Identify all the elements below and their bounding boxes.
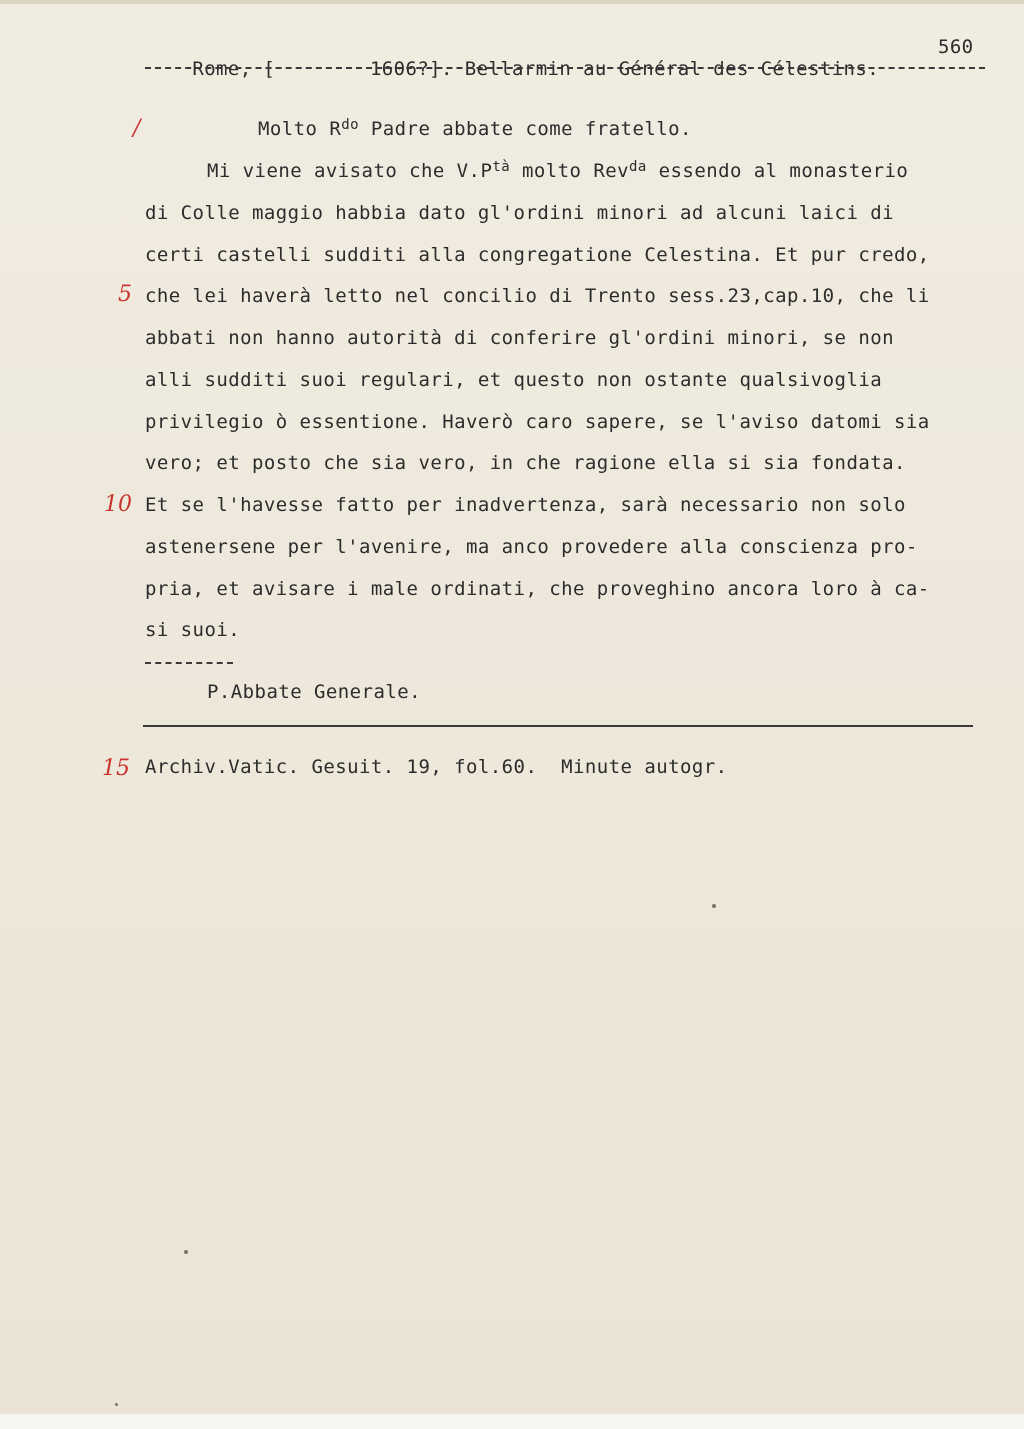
header-page-number: 560 bbox=[938, 36, 974, 58]
letter-line-6: alli sudditi suoi regulari, et questo non ostante qualsivoglia bbox=[145, 369, 883, 391]
margin-number-5: 5 bbox=[118, 282, 132, 307]
letter-line-5: abbati non hanno autorità di conferire gl'ordini minori, se non bbox=[145, 327, 895, 349]
paper-speck bbox=[184, 1250, 188, 1254]
footnote-rule bbox=[143, 725, 973, 727]
page-edge-top bbox=[0, 0, 1024, 4]
signature-dash bbox=[145, 662, 233, 664]
paper-speck bbox=[712, 904, 716, 908]
letter-line-3: certi castelli sudditi alla congregatione Celestina. Et pur credo, bbox=[145, 244, 930, 266]
letter-line-12: si suoi. bbox=[145, 619, 241, 641]
header-dashed-rule bbox=[145, 67, 985, 69]
page-edge-bottom bbox=[0, 1414, 1024, 1429]
header-place: Rome, bbox=[192, 58, 252, 80]
letter-line-9: Et se l'havesse fatto per inadvertenza, sarà necessario non solo bbox=[145, 494, 906, 516]
header-title: Bellarmin au Général des Célestins. bbox=[464, 58, 880, 80]
letter-line-11: pria, et avisare i male ordinati, che proveghino ancora loro à ca- bbox=[145, 578, 930, 600]
letter-signature: P.Abbate Generale. bbox=[207, 681, 422, 703]
letter-line-8: vero; et posto che sia vero, in che ragione ella si sia fondata. bbox=[145, 452, 906, 474]
footnote-source: Archiv.Vatic. Gesuit. 19, fol.60. Minute autogr. bbox=[145, 756, 728, 778]
margin-number-15: 15 bbox=[102, 756, 130, 781]
paper-speck bbox=[115, 1403, 118, 1406]
letter-line-10: astenersene per l'avenire, ma anco provedere alla conscienza pro- bbox=[145, 536, 918, 558]
margin-number-10: 10 bbox=[104, 492, 132, 517]
page-header bbox=[145, 36, 985, 124]
letter-line-7: privilegio ò essentione. Haverò caro sapere, se l'aviso datomi sia bbox=[145, 411, 930, 433]
letter-line-2: di Colle maggio habbia dato gl'ordini minori ad alcuni laici di bbox=[145, 202, 895, 224]
margin-mark-1: / bbox=[133, 116, 141, 141]
header-date: [ 1606?]. bbox=[263, 58, 453, 80]
letter-salutation: Molto $R^{do}$ Padre abbate come fratello. bbox=[258, 117, 692, 140]
letter-line-4: che lei haverà letto nel concilio di Trento sess.23,cap.10, che li bbox=[145, 285, 930, 307]
letter-line-1: Mi viene avisato che $V.P^{tà}$ molto Rev$^{da}$ essendo al monasterio bbox=[207, 159, 909, 182]
